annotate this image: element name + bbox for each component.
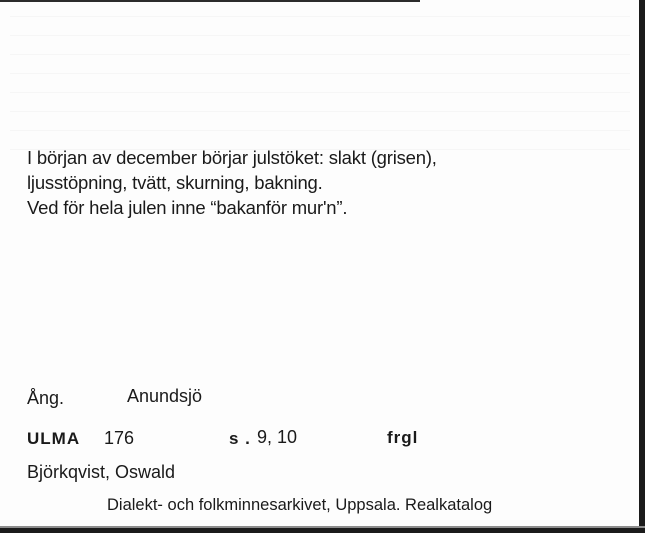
page-label: s . — [229, 429, 251, 448]
archive-footer: Dialekt- och folkminnesarkivet, Uppsala. Realkatalog — [107, 496, 493, 514]
body-line: ljusstöpning, tvätt, skurning, bakning. — [27, 172, 323, 193]
place-value: Anundsjö — [127, 386, 203, 406]
scan-texture — [10, 10, 630, 150]
page-value: 9, 10 — [257, 427, 298, 447]
body-line: Ved för hela julen inne “bakanför mur'n”. — [27, 197, 348, 218]
card-body-text — [27, 145, 437, 220]
body-line: I början av december börjar julstöket: slakt (grisen), — [27, 147, 437, 168]
author-name: Björkqvist, Oswald — [27, 462, 176, 482]
archive-label: ULMA — [27, 429, 81, 448]
category-code: frgl — [387, 428, 419, 447]
place-label: Ång. — [27, 388, 65, 408]
archive-number: 176 — [104, 428, 135, 448]
card-right-edge — [639, 0, 645, 533]
card-bottom-edge — [0, 528, 645, 533]
card-top-edge — [0, 0, 420, 2]
